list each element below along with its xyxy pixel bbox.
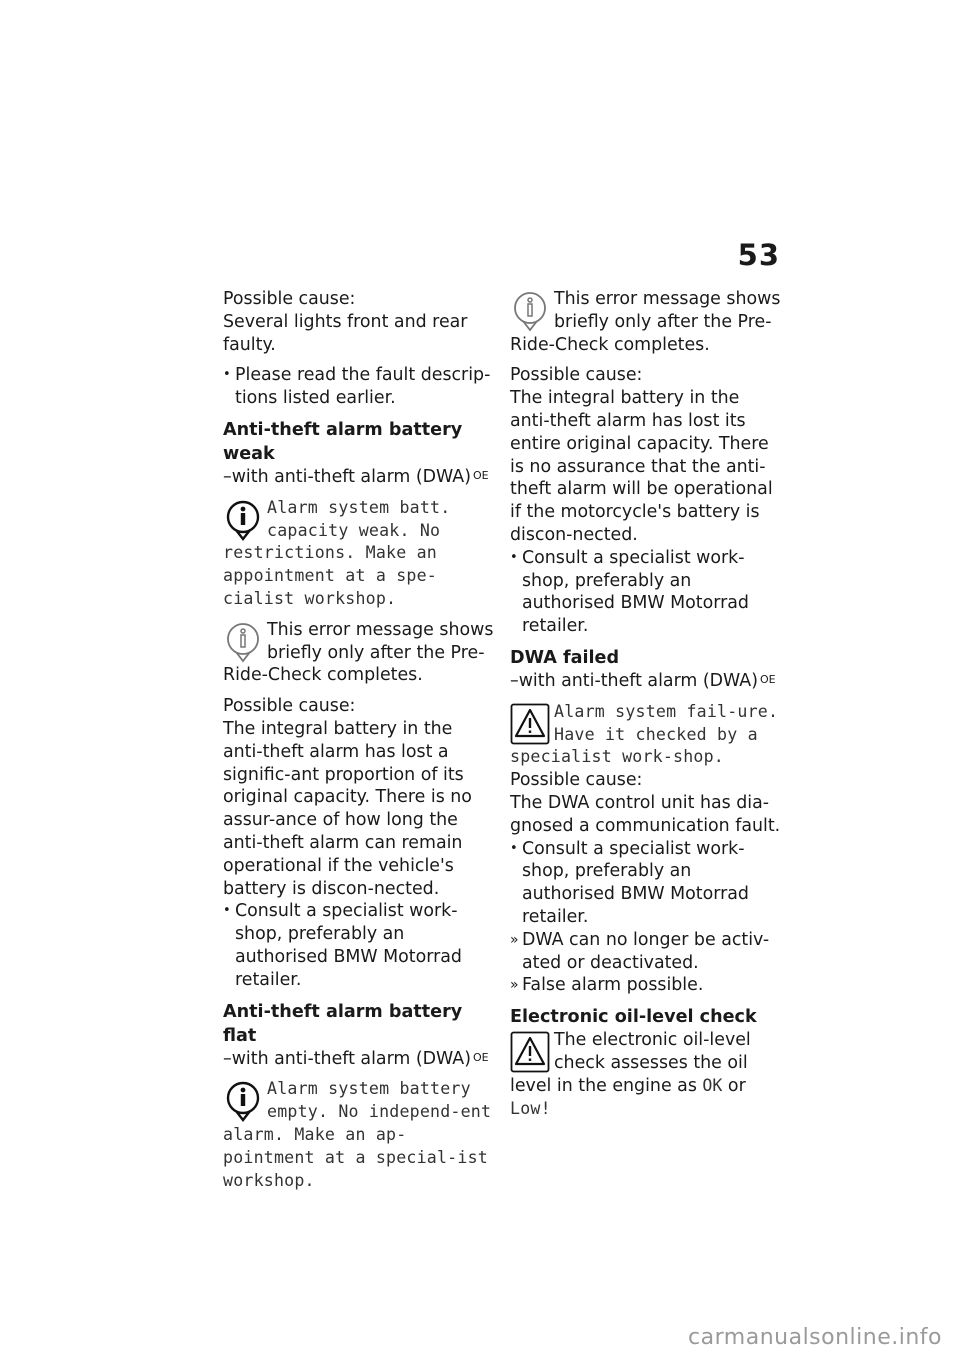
display-message: Alarm system battery empty. No independ-ent alarm. Make an ap-pointment at a special-ist workshop. (223, 1079, 492, 1190)
info-icon (223, 621, 263, 663)
equipment-note (223, 1048, 495, 1071)
info-icon (510, 290, 550, 332)
equipment-note (223, 466, 495, 489)
section-heading-battery-weak: Anti-theft alarm battery weak (223, 419, 463, 464)
instruction-text: Consult a specialist work-shop, preferably an authorised BMW Motorrad retailer. (522, 838, 749, 927)
instruction-text: Please read the fault descrip-tions listed earlier. (235, 365, 491, 409)
oil-level-description: The electronic oil-level check assesses the oil level in the engine as (510, 1030, 751, 1096)
bullet-mark: • (223, 903, 231, 919)
info-message-block (223, 497, 495, 611)
page-number: 53 (737, 238, 780, 272)
possible-cause-label: Possible cause: (510, 770, 643, 791)
ok-value: OK (702, 1075, 723, 1095)
result-mark: » (510, 931, 519, 948)
oe-mark: OE (473, 468, 489, 482)
oil-level-text (510, 1029, 782, 1097)
possible-cause-text: The DWA control unit has dia-gnosed a communication fault. (510, 792, 781, 836)
result-text: DWA can no longer be activ-ated or deactivated. (522, 929, 770, 973)
possible-cause-label: Possible cause: (223, 696, 356, 717)
oe-mark: OE (760, 672, 776, 686)
hint-text: This error message shows briefly only after the Pre-Ride-Check completes. (510, 289, 781, 355)
hint-block (223, 619, 495, 687)
instruction-item (510, 547, 782, 638)
display-message: Alarm system fail-ure. Have it checked by a specialist work-shop. (510, 701, 779, 767)
low-value: Low! (510, 1098, 551, 1118)
display-message: Alarm system batt. capacity weak. No restrictions. Make an appointment at a spe-cialist workshop. (223, 497, 451, 608)
info-icon (223, 1080, 263, 1122)
section-heading-oil-level: Electronic oil-level check (510, 1007, 757, 1028)
result-item (510, 929, 782, 975)
or-text: or (722, 1075, 746, 1096)
info-message-block (223, 1078, 495, 1192)
equipment-text: –with anti-theft alarm (DWA) (510, 670, 758, 691)
result-item (510, 974, 782, 997)
bullet-mark: • (223, 367, 231, 383)
bullet-mark: • (510, 840, 518, 856)
warning-triangle-icon (510, 1031, 550, 1073)
equipment-text: –with anti-theft alarm (DWA) (223, 466, 471, 487)
info-icon (223, 499, 263, 541)
hint-block (510, 288, 782, 356)
watermark: carmanualsonline.info (688, 1325, 942, 1350)
oe-mark: OE (473, 1050, 489, 1064)
instruction-item (223, 900, 495, 991)
equipment-text: –with anti-theft alarm (DWA) (223, 1048, 471, 1069)
section-heading-battery-flat: Anti-theft alarm battery flat (223, 1001, 463, 1046)
result-text: False alarm possible. (522, 975, 704, 996)
possible-cause-text: The integral battery in the anti-theft alarm has lost its entire original capacity. There is no assurance that the anti-theft alarm will be operational if the motorcycle's battery is discon-nected. (510, 388, 773, 545)
bullet-mark: • (510, 549, 518, 565)
section-heading-dwa-failed: DWA failed (510, 647, 620, 668)
instruction-text: Consult a specialist work-shop, preferably an authorised BMW Motorrad retailer. (235, 901, 462, 990)
instruction-item (510, 838, 782, 929)
possible-cause-text: Several lights front and rear faulty. (223, 311, 468, 355)
instruction-item (223, 364, 495, 410)
warning-message-block (510, 701, 782, 769)
possible-cause-text: The integral battery in the anti-theft alarm has lost a signific-ant proportion of its original capacity. There is no assur-ance of how long the anti-theft alarm can remain operational if the vehicle's battery is discon-nected. (223, 718, 472, 899)
hint-text: This error message shows briefly only after the Pre-Ride-Check completes. (223, 619, 494, 686)
result-mark: » (510, 977, 519, 994)
warning-text-block (510, 1029, 782, 1120)
warning-triangle-icon (510, 703, 550, 745)
possible-cause-label: Possible cause: (510, 365, 643, 386)
left-column (223, 288, 495, 1200)
equipment-note (510, 670, 782, 693)
right-column (510, 288, 782, 1120)
possible-cause-label: Possible cause: (223, 289, 356, 309)
instruction-text: Consult a specialist work-shop, preferably an authorised BMW Motorrad retailer. (522, 547, 749, 637)
